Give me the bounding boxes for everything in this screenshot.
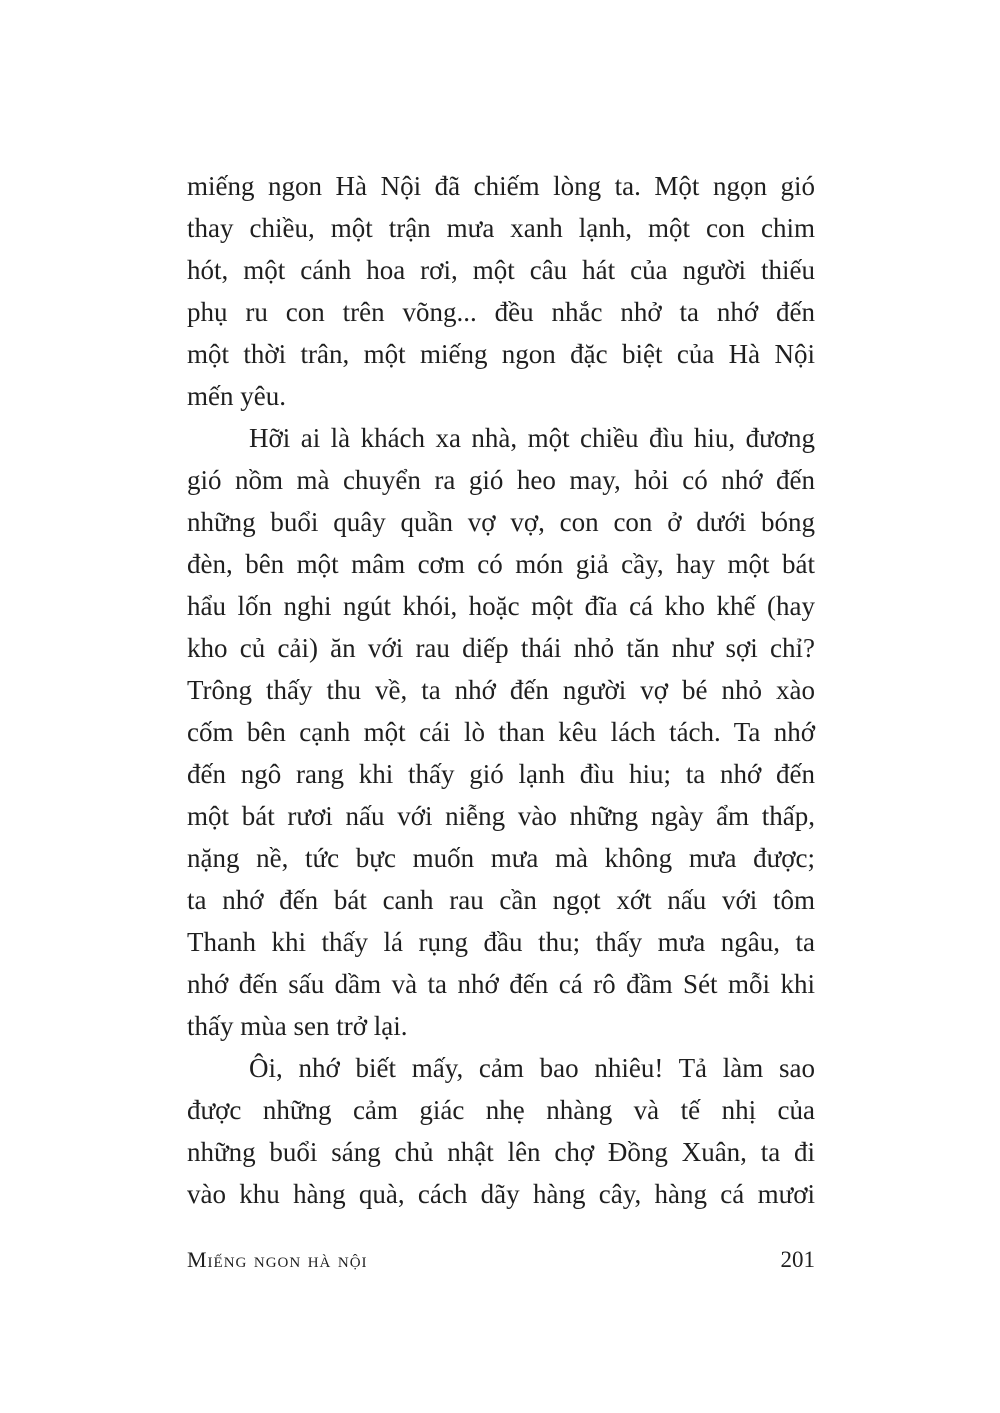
text-line: một thời trân, một miếng ngon đặc biệt của Hà Nội — [187, 339, 815, 369]
text-line: Hỡi ai là khách xa nhà, một chiều đìu hiu, đương — [249, 423, 815, 453]
text-line: kho củ cải) ăn với rau diếp thái nhỏ tăn như sợi chỉ? — [187, 633, 815, 663]
text-line: phụ ru con trên võng... đều nhắc nhở ta nhớ đến — [187, 297, 815, 327]
page-footer — [187, 1244, 815, 1276]
text-line: hẩu lốn nghi ngút khói, hoặc một đĩa cá kho khế (hay — [187, 591, 815, 621]
text-line: đèn, bên một mâm cơm có món giả cầy, hay một bát — [187, 549, 815, 579]
paragraph-1 — [187, 165, 815, 417]
text-line: vào khu hàng quà, cách dãy hàng cây, hàng cá mươi — [187, 1179, 815, 1209]
text-line: gió nồm mà chuyển ra gió heo may, hỏi có nhớ đến — [187, 465, 815, 495]
text-line: cốm bên cạnh một cái lò than kêu lách tách. Ta nhớ — [187, 717, 815, 747]
text-line: miếng ngon Hà Nội đã chiếm lòng ta. Một ngọn gió — [187, 171, 815, 201]
paragraph-3 — [187, 1047, 815, 1215]
text-line: thấy mùa sen trở lại. — [187, 1011, 408, 1041]
running-title: Miếng ngon hà nội — [187, 1247, 368, 1272]
text-line: thay chiều, một trận mưa xanh lạnh, một con chim — [187, 213, 815, 243]
text-line: mến yêu. — [187, 381, 286, 411]
text-line: được những cảm giác nhẹ nhàng và tế nhị của — [187, 1095, 815, 1125]
text-line: một bát rươi nấu với niễng vào những ngày ẩm thấp, — [187, 801, 815, 831]
text-line: những buổi quây quần vợ vợ, con con ở dưới bóng — [187, 507, 815, 537]
text-line: Trông thấy thu về, ta nhớ đến người vợ bé nhỏ xào — [187, 675, 815, 705]
text-line: nặng nề, tức bực muốn mưa mà không mưa được; — [187, 843, 815, 873]
body-text — [187, 165, 815, 1215]
text-line: ta nhớ đến bát canh rau cần ngọt xớt nấu với tôm — [187, 885, 815, 915]
page-number: 201 — [780, 1247, 815, 1272]
text-line: những buổi sáng chủ nhật lên chợ Đồng Xuân, ta đi — [187, 1137, 815, 1167]
text-line: nhớ đến sấu dầm và ta nhớ đến cá rô đầm Sét mỗi khi — [187, 969, 815, 999]
text-line: hót, một cánh hoa rơi, một câu hát của người thiếu — [187, 255, 815, 285]
text-line: đến ngô rang khi thấy gió lạnh đìu hiu; ta nhớ đến — [187, 759, 815, 789]
paragraph-2 — [187, 417, 815, 1047]
text-line: Thanh khi thấy lá rụng đầu thu; thấy mưa ngâu, ta — [187, 927, 815, 957]
text-line: Ôi, nhớ biết mấy, cảm bao nhiêu! Tả làm sao — [249, 1053, 815, 1083]
